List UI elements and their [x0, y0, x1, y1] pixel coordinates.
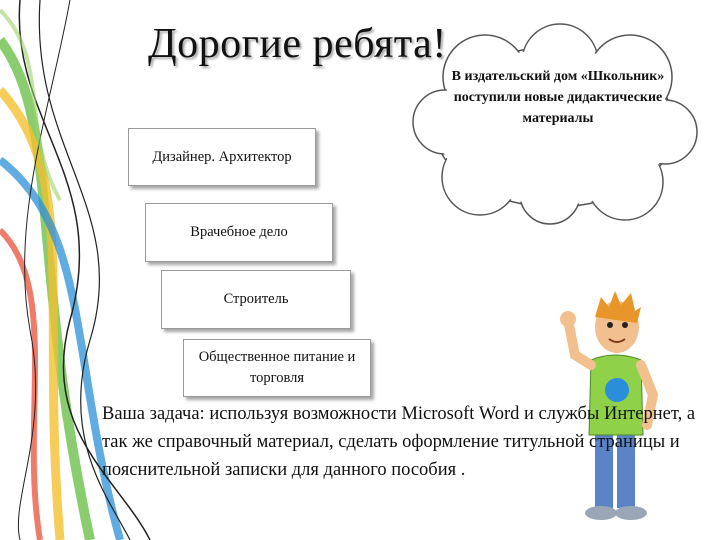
profession-catering-trade [183, 339, 371, 397]
profession-medicine [145, 203, 333, 262]
profession-label: Общественное питание и торговля [198, 349, 356, 386]
profession-label: Дизайнер. Архитектор [152, 148, 292, 165]
profession-designer-architect [128, 128, 316, 186]
callout-text: В издательский дом «Школьник» поступили новые дидактические материалы [451, 69, 665, 126]
profession-label: Строитель [223, 291, 289, 307]
profession-builder [161, 270, 351, 329]
task-description: Ваша задача: используя возможности Microsoft Word и службы Интернет, а так же справочный материал, сделать оформление титульной страницы и пояснительной записки для данного пособия . [102, 404, 696, 480]
profession-label: Врачебное дело [190, 224, 288, 240]
slide-title: Дорогие ребята! [148, 21, 447, 67]
